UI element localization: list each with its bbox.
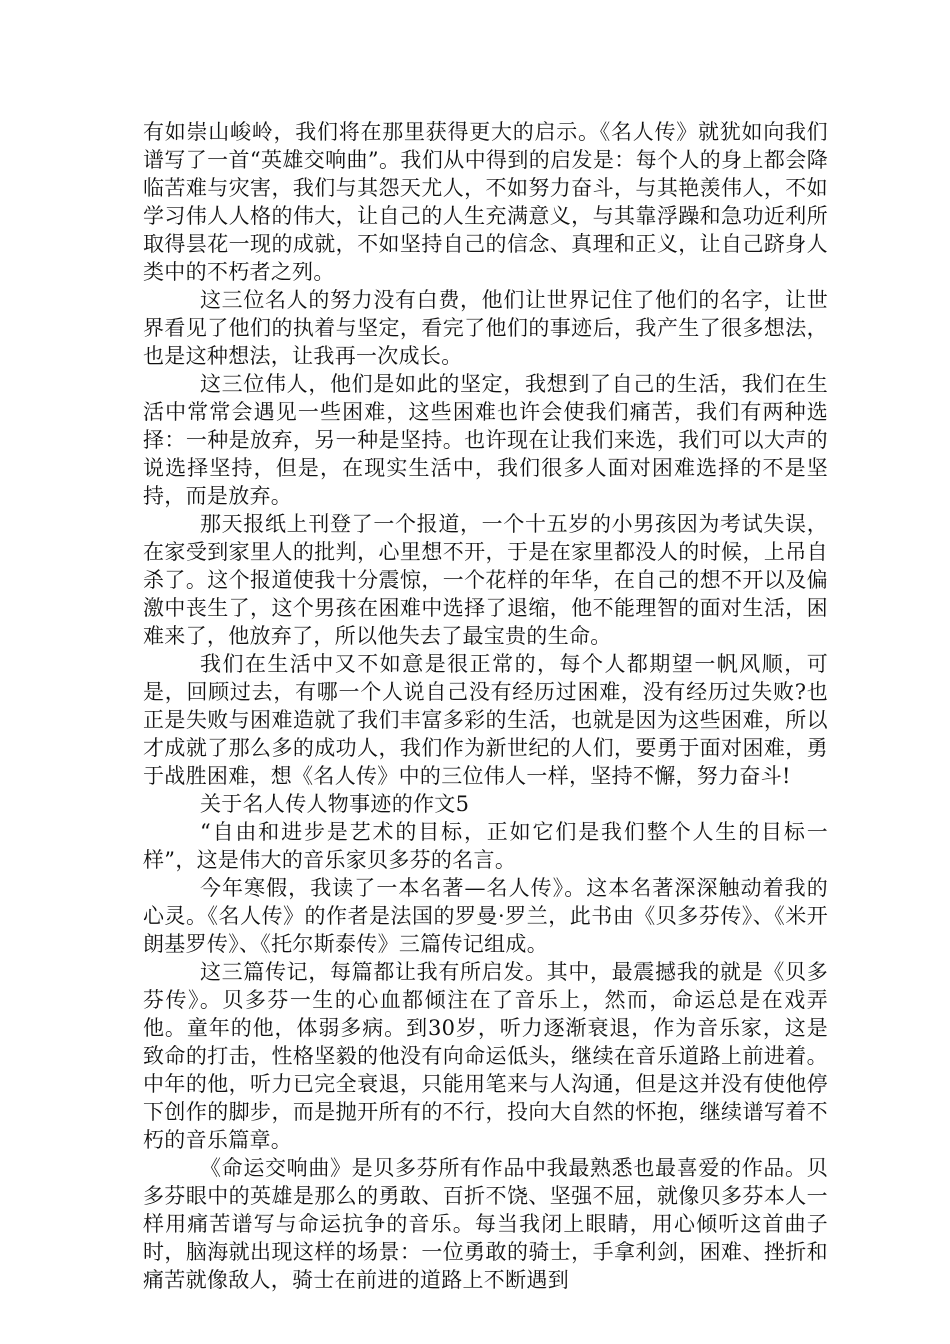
paragraph-5: 我们在生活中又不如意是很正常的，每个人都期望一帆风顺，可是，回顾过去，有哪一个人说自己没有经历过困难，没有经历过失败?也正是失败与困难造就了我们丰富多彩的生活，也就是因为这些困难，所以才成就了那么多的成功人，我们作为新世纪的人们，要勇于面对困难，勇于战胜困难，想《名人传》中的三位伟人一样，坚持不懈，努力奋斗! (143, 652, 828, 788)
paragraph-8: 《命运交响曲》是贝多芬所有作品中我最熟悉也最喜爱的作品。贝多芬眼中的英雄是那么的勇敢、百折不饶、坚强不屈，就像贝多芬本人一样用痛苦谱写与命运抗争的音乐。每当我闭上眼睛，用心倾听这首曲子时，脑海就出现这样的场景：一位勇敢的骑士，手拿利剑，困难、挫折和痛苦就像敌人，骑士在前进的道路上不断遇到 (143, 1156, 828, 1292)
essay-body (143, 118, 828, 1294)
paragraph-quote: “自由和进步是艺术的目标，正如它们是我们整个人生的目标一样”，这是伟大的音乐家贝多芬的名言。 (143, 820, 828, 872)
paragraph-3: 这三位伟人，他们是如此的坚定，我想到了自己的生活，我们在生活中常常会遇见一些困难，这些困难也许会使我们痛苦，我们有两种选择：一种是放弃，另一种是坚持。也许现在让我们来选，我们可以大声的说选择坚持，但是，在现实生活中，我们很多人面对困难选择的不是坚持，而是放弃。 (143, 372, 828, 508)
paragraph-6: 今年寒假，我读了一本名著—名人传》。这本名著深深触动着我的心灵。《名人传》的作者是法国的罗曼·罗兰，此书由《贝多芬传》、《米开朗基罗传》、《托尔斯泰传》三篇传记组成。 (143, 876, 828, 956)
paragraph-1: 有如崇山峻岭，我们将在那里获得更大的启示。《名人传》就犹如向我们谱写了一首“英雄交响曲”。我们从中得到的启发是：每个人的身上都会降临苦难与灾害，我们与其怨天尤人，不如努力奋斗，与其艳羡伟人，不如学习伟人人格的伟大，让自己的人生充满意义，与其靠浮躁和急功近利所取得昙花一现的成就，不如坚持自己的信念、真理和正义，让自己跻身人类中的不朽者之列。 (143, 120, 828, 284)
paragraph-2: 这三位名人的努力没有白费，他们让世界记住了他们的名字，让世界看见了他们的执着与坚定，看完了他们的事迹后，我产生了很多想法，也是这种想法，让我再一次成长。 (143, 288, 828, 368)
section-heading: 关于名人传人物事迹的作文5 (200, 792, 470, 816)
paragraph-7: 这三篇传记，每篇都让我有所启发。其中，最震撼我的就是《贝多芬传》。贝多芬一生的心血都倾注在了音乐上，然而，命运总是在戏弄他。童年的他，体弱多病。到30岁，听力逐渐衰退，作为音乐家，这是致命的打击，性格坚毅的他没有向命运低头，继续在音乐道路上前进着。中年的他，听力已完全衰退，只能用笔来与人沟通，但是这并没有使他停下创作的脚步，而是抛开所有的不行，投向大自然的怀抱，继续谱写着不朽的音乐篇章。 (143, 960, 828, 1152)
paragraph-4: 那天报纸上刊登了一个报道，一个十五岁的小男孩因为考试失误，在家受到家里人的批判，心里想不开，于是在家里都没人的时候，上吊自杀了。这个报道使我十分震惊，一个花样的年华，在自己的想不开以及偏激中丧生了，这个男孩在困难中选择了退缩，他不能理智的面对生活，困难来了，他放弃了，所以他失去了最宝贵的生命。 (143, 512, 828, 648)
